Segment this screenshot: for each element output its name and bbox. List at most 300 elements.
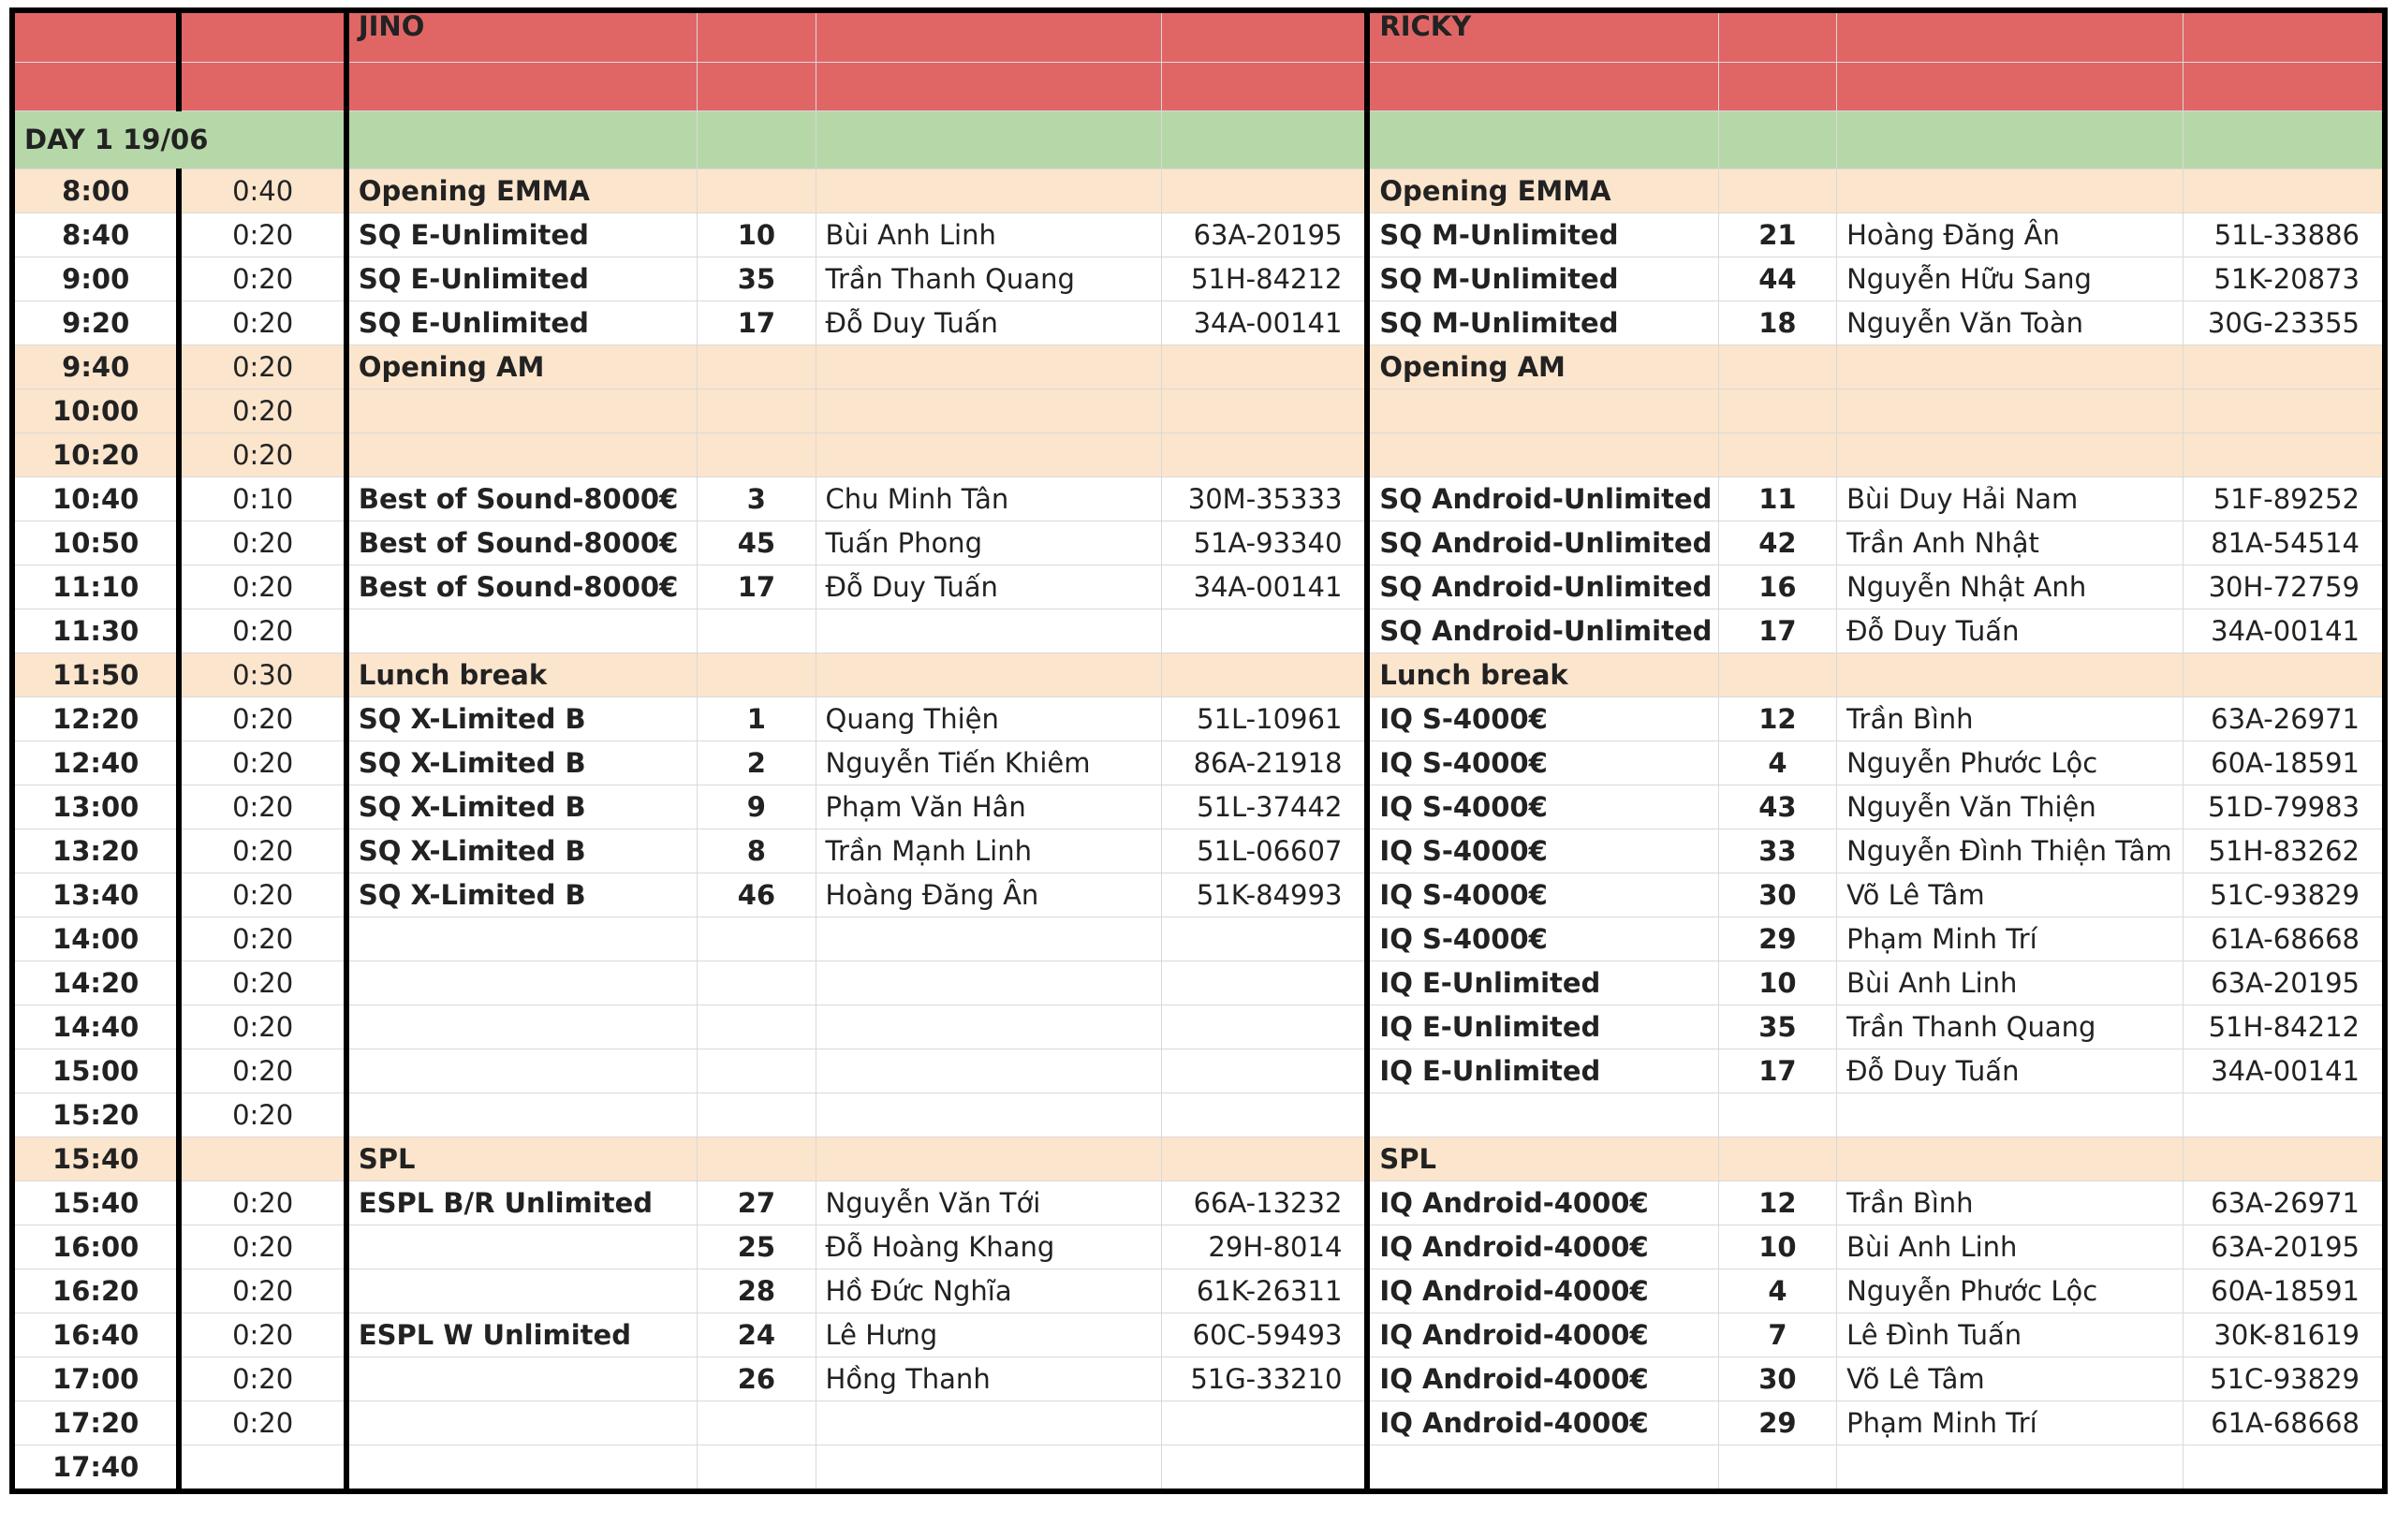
ricky-plate-cell[interactable] xyxy=(2183,433,2385,477)
jino-name-cell[interactable]: Hoàng Đăng Ân xyxy=(816,873,1162,917)
jino-name-cell[interactable] xyxy=(816,345,1162,389)
ricky-name-cell[interactable]: Nguyễn Hữu Sang xyxy=(1837,257,2184,301)
ricky-event-cell[interactable] xyxy=(1367,1445,1718,1492)
jino-event-cell[interactable]: SQ E-Unlimited xyxy=(346,213,698,257)
jino-plate-cell[interactable] xyxy=(1162,1093,1368,1137)
jino-plate-cell[interactable]: 63A-20195 xyxy=(1162,213,1368,257)
time-cell[interactable]: 16:40 xyxy=(12,1313,179,1357)
ricky-name-cell[interactable]: Nguyễn Phước Lộc xyxy=(1837,1269,2184,1313)
time-cell[interactable]: 14:40 xyxy=(12,1005,179,1049)
jino-plate-cell[interactable] xyxy=(1162,1005,1368,1049)
ricky-number-cell[interactable]: 7 xyxy=(1718,1313,1836,1357)
ricky-number-cell[interactable]: 30 xyxy=(1718,873,1836,917)
duration-cell[interactable]: 0:20 xyxy=(179,785,346,829)
ricky-name-cell[interactable]: Nguyễn Văn Thiện xyxy=(1837,785,2184,829)
jino-plate-cell[interactable]: 61K-26311 xyxy=(1162,1269,1368,1313)
duration-cell[interactable]: 0:20 xyxy=(179,1357,346,1401)
jino-name-cell[interactable] xyxy=(816,609,1162,653)
jino-event-cell[interactable]: Opening AM xyxy=(346,345,698,389)
ricky-plate-cell[interactable] xyxy=(2183,653,2385,697)
jino-name-cell[interactable]: Chu Minh Tân xyxy=(816,477,1162,521)
ricky-event-cell[interactable]: SPL xyxy=(1367,1137,1718,1181)
jino-event-cell[interactable] xyxy=(346,917,698,961)
ricky-plate-cell[interactable]: 63A-26971 xyxy=(2183,697,2385,741)
jino-name-cell[interactable] xyxy=(816,961,1162,1005)
header-cell[interactable] xyxy=(179,63,346,111)
jino-number-cell[interactable]: 27 xyxy=(698,1181,816,1225)
jino-name-cell[interactable]: Quang Thiện xyxy=(816,697,1162,741)
ricky-number-cell[interactable]: 18 xyxy=(1718,301,1836,345)
jino-number-cell[interactable] xyxy=(698,609,816,653)
ricky-plate-cell[interactable] xyxy=(2183,1093,2385,1137)
time-cell[interactable]: 9:00 xyxy=(12,257,179,301)
time-cell[interactable]: 14:20 xyxy=(12,961,179,1005)
jino-number-cell[interactable]: 17 xyxy=(698,301,816,345)
ricky-plate-cell[interactable]: 63A-20195 xyxy=(2183,1225,2385,1269)
ricky-event-cell[interactable] xyxy=(1367,389,1718,433)
ricky-event-cell[interactable]: IQ Android-4000€ xyxy=(1367,1181,1718,1225)
duration-cell[interactable]: 0:20 xyxy=(179,873,346,917)
ricky-number-cell[interactable]: 10 xyxy=(1718,961,1836,1005)
duration-cell[interactable]: 0:20 xyxy=(179,433,346,477)
ricky-event-cell[interactable]: SQ Android-Unlimited xyxy=(1367,521,1718,565)
jino-plate-cell[interactable]: 51K-84993 xyxy=(1162,873,1368,917)
ricky-name-cell[interactable] xyxy=(1837,1137,2184,1181)
header-cell[interactable] xyxy=(179,10,346,63)
ricky-plate-cell[interactable]: 30H-72759 xyxy=(2183,565,2385,609)
day-cell[interactable] xyxy=(816,111,1162,169)
ricky-event-cell[interactable]: IQ E-Unlimited xyxy=(1367,1005,1718,1049)
jino-number-cell[interactable]: 26 xyxy=(698,1357,816,1401)
duration-cell[interactable]: 0:20 xyxy=(179,521,346,565)
duration-cell[interactable]: 0:20 xyxy=(179,1269,346,1313)
ricky-number-cell[interactable] xyxy=(1718,433,1836,477)
jino-name-cell[interactable] xyxy=(816,1049,1162,1093)
ricky-event-cell[interactable]: SQ Android-Unlimited xyxy=(1367,477,1718,521)
ricky-number-cell[interactable]: 43 xyxy=(1718,785,1836,829)
duration-cell[interactable]: 0:40 xyxy=(179,169,346,213)
header-cell[interactable] xyxy=(816,63,1162,111)
jino-number-cell[interactable]: 9 xyxy=(698,785,816,829)
ricky-event-cell[interactable]: SQ M-Unlimited xyxy=(1367,301,1718,345)
jino-event-cell[interactable]: Opening EMMA xyxy=(346,169,698,213)
jino-event-cell[interactable] xyxy=(346,433,698,477)
ricky-plate-cell[interactable]: 30G-23355 xyxy=(2183,301,2385,345)
ricky-name-cell[interactable]: Nguyễn Văn Toàn xyxy=(1837,301,2184,345)
jino-event-cell[interactable] xyxy=(346,609,698,653)
ricky-plate-cell[interactable]: 60A-18591 xyxy=(2183,1269,2385,1313)
duration-cell[interactable]: 0:20 xyxy=(179,1049,346,1093)
day-cell[interactable] xyxy=(1837,111,2184,169)
jino-number-cell[interactable]: 46 xyxy=(698,873,816,917)
ricky-event-cell[interactable]: IQ Android-4000€ xyxy=(1367,1313,1718,1357)
ricky-event-cell[interactable]: SQ Android-Unlimited xyxy=(1367,565,1718,609)
time-cell[interactable]: 11:10 xyxy=(12,565,179,609)
header-cell[interactable] xyxy=(1837,63,2184,111)
ricky-event-cell[interactable]: Opening AM xyxy=(1367,345,1718,389)
time-cell[interactable]: 11:50 xyxy=(12,653,179,697)
ricky-name-cell[interactable]: Võ Lê Tâm xyxy=(1837,873,2184,917)
jino-event-cell[interactable]: SQ X-Limited B xyxy=(346,785,698,829)
time-cell[interactable]: 13:20 xyxy=(12,829,179,873)
jino-event-cell[interactable]: Best of Sound-8000€ xyxy=(346,565,698,609)
ricky-event-cell[interactable]: IQ S-4000€ xyxy=(1367,785,1718,829)
jino-number-cell[interactable] xyxy=(698,1005,816,1049)
duration-cell[interactable] xyxy=(179,1137,346,1181)
ricky-event-cell[interactable]: Lunch break xyxy=(1367,653,1718,697)
time-cell[interactable]: 8:00 xyxy=(12,169,179,213)
ricky-plate-cell[interactable]: 51D-79983 xyxy=(2183,785,2385,829)
ricky-number-cell[interactable]: 29 xyxy=(1718,1401,1836,1445)
ricky-name-cell[interactable]: Đỗ Duy Tuấn xyxy=(1837,1049,2184,1093)
jino-event-cell[interactable]: SQ X-Limited B xyxy=(346,829,698,873)
ricky-plate-cell[interactable] xyxy=(2183,389,2385,433)
jino-name-cell[interactable] xyxy=(816,1093,1162,1137)
jino-number-cell[interactable] xyxy=(698,389,816,433)
ricky-name-cell[interactable]: Bùi Duy Hải Nam xyxy=(1837,477,2184,521)
jino-plate-cell[interactable]: 30M-35333 xyxy=(1162,477,1368,521)
ricky-name-cell[interactable]: Bùi Anh Linh xyxy=(1837,961,2184,1005)
day-label[interactable]: DAY 1 19/06 xyxy=(12,111,346,169)
duration-cell[interactable]: 0:20 xyxy=(179,917,346,961)
ricky-number-cell[interactable]: 30 xyxy=(1718,1357,1836,1401)
jino-plate-cell[interactable] xyxy=(1162,961,1368,1005)
time-cell[interactable]: 15:40 xyxy=(12,1181,179,1225)
ricky-plate-cell[interactable] xyxy=(2183,345,2385,389)
jino-name-cell[interactable] xyxy=(816,917,1162,961)
ricky-event-cell[interactable]: IQ S-4000€ xyxy=(1367,697,1718,741)
ricky-plate-cell[interactable]: 34A-00141 xyxy=(2183,609,2385,653)
ricky-number-cell[interactable]: 44 xyxy=(1718,257,1836,301)
time-cell[interactable]: 15:40 xyxy=(12,1137,179,1181)
ricky-number-cell[interactable]: 42 xyxy=(1718,521,1836,565)
jino-number-cell[interactable]: 25 xyxy=(698,1225,816,1269)
ricky-number-cell[interactable] xyxy=(1718,345,1836,389)
time-cell[interactable]: 13:40 xyxy=(12,873,179,917)
jino-name-cell[interactable]: Phạm Văn Hân xyxy=(816,785,1162,829)
jino-name-cell[interactable]: Trần Mạnh Linh xyxy=(816,829,1162,873)
jino-name-cell[interactable]: Nguyễn Tiến Khiêm xyxy=(816,741,1162,785)
jino-name-cell[interactable] xyxy=(816,1005,1162,1049)
jino-event-cell[interactable]: Best of Sound-8000€ xyxy=(346,521,698,565)
header-cell[interactable] xyxy=(1162,10,1368,63)
ricky-name-cell[interactable]: Nguyễn Nhật Anh xyxy=(1837,565,2184,609)
header-cell[interactable] xyxy=(698,10,816,63)
ricky-plate-cell[interactable]: 30K-81619 xyxy=(2183,1313,2385,1357)
ricky-number-cell[interactable]: 17 xyxy=(1718,1049,1836,1093)
jino-number-cell[interactable] xyxy=(698,433,816,477)
time-cell[interactable]: 17:20 xyxy=(12,1401,179,1445)
jino-number-cell[interactable]: 45 xyxy=(698,521,816,565)
ricky-plate-cell[interactable]: 51C-93829 xyxy=(2183,1357,2385,1401)
ricky-event-cell[interactable]: SQ M-Unlimited xyxy=(1367,213,1718,257)
header-cell[interactable] xyxy=(346,63,698,111)
jino-event-cell[interactable]: SQ E-Unlimited xyxy=(346,301,698,345)
duration-cell[interactable]: 0:30 xyxy=(179,653,346,697)
ricky-event-cell[interactable]: IQ Android-4000€ xyxy=(1367,1357,1718,1401)
day-cell[interactable] xyxy=(1718,111,1836,169)
time-cell[interactable]: 8:40 xyxy=(12,213,179,257)
ricky-event-cell[interactable]: IQ E-Unlimited xyxy=(1367,961,1718,1005)
ricky-name-cell[interactable]: Võ Lê Tâm xyxy=(1837,1357,2184,1401)
jino-plate-cell[interactable] xyxy=(1162,1137,1368,1181)
duration-cell[interactable]: 0:20 xyxy=(179,741,346,785)
header-cell[interactable] xyxy=(698,63,816,111)
jino-plate-cell[interactable] xyxy=(1162,653,1368,697)
ricky-number-cell[interactable] xyxy=(1718,653,1836,697)
time-cell[interactable]: 10:40 xyxy=(12,477,179,521)
time-cell[interactable]: 12:20 xyxy=(12,697,179,741)
jino-name-cell[interactable] xyxy=(816,389,1162,433)
jino-event-cell[interactable]: SQ X-Limited B xyxy=(346,873,698,917)
ricky-name-cell[interactable]: Trần Bình xyxy=(1837,1181,2184,1225)
jino-number-cell[interactable] xyxy=(698,653,816,697)
ricky-number-cell[interactable]: 4 xyxy=(1718,741,1836,785)
duration-cell[interactable]: 0:20 xyxy=(179,565,346,609)
jino-name-cell[interactable]: Tuấn Phong xyxy=(816,521,1162,565)
jino-event-cell[interactable] xyxy=(346,1093,698,1137)
ricky-plate-cell[interactable]: 34A-00141 xyxy=(2183,1049,2385,1093)
jino-event-cell[interactable] xyxy=(346,1049,698,1093)
duration-cell[interactable]: 0:20 xyxy=(179,1225,346,1269)
ricky-event-cell[interactable]: IQ S-4000€ xyxy=(1367,873,1718,917)
ricky-name-cell[interactable]: Lê Đình Tuấn xyxy=(1837,1313,2184,1357)
duration-cell[interactable]: 0:10 xyxy=(179,477,346,521)
ricky-name-cell[interactable]: Trần Thanh Quang xyxy=(1837,1005,2184,1049)
jino-event-cell[interactable] xyxy=(346,1445,698,1492)
ricky-name-cell[interactable]: Trần Bình xyxy=(1837,697,2184,741)
ricky-number-cell[interactable]: 4 xyxy=(1718,1269,1836,1313)
jino-event-cell[interactable] xyxy=(346,1401,698,1445)
time-cell[interactable]: 9:20 xyxy=(12,301,179,345)
jino-plate-cell[interactable] xyxy=(1162,1401,1368,1445)
ricky-name-cell[interactable] xyxy=(1837,345,2184,389)
jino-number-cell[interactable] xyxy=(698,1445,816,1492)
ricky-plate-cell[interactable]: 61A-68668 xyxy=(2183,1401,2385,1445)
ricky-number-cell[interactable]: 29 xyxy=(1718,917,1836,961)
jino-name-cell[interactable]: Đỗ Duy Tuấn xyxy=(816,301,1162,345)
ricky-number-cell[interactable]: 11 xyxy=(1718,477,1836,521)
jino-event-cell[interactable]: Lunch break xyxy=(346,653,698,697)
jino-plate-cell[interactable]: 66A-13232 xyxy=(1162,1181,1368,1225)
jino-number-cell[interactable] xyxy=(698,169,816,213)
ricky-number-cell[interactable] xyxy=(1718,1137,1836,1181)
ricky-event-cell[interactable] xyxy=(1367,433,1718,477)
jino-event-cell[interactable] xyxy=(346,961,698,1005)
jino-event-cell[interactable] xyxy=(346,1357,698,1401)
duration-cell[interactable]: 0:20 xyxy=(179,609,346,653)
ricky-event-cell[interactable]: IQ Android-4000€ xyxy=(1367,1225,1718,1269)
jino-name-cell[interactable]: Đỗ Duy Tuấn xyxy=(816,565,1162,609)
time-cell[interactable]: 16:00 xyxy=(12,1225,179,1269)
time-cell[interactable]: 13:00 xyxy=(12,785,179,829)
ricky-plate-cell[interactable]: 51C-93829 xyxy=(2183,873,2385,917)
header-cell[interactable] xyxy=(1367,63,1718,111)
jino-name-cell[interactable]: Hồ Đức Nghĩa xyxy=(816,1269,1162,1313)
ricky-name-cell[interactable] xyxy=(1837,169,2184,213)
jino-number-cell[interactable]: 35 xyxy=(698,257,816,301)
ricky-event-cell[interactable]: Opening EMMA xyxy=(1367,169,1718,213)
ricky-number-cell[interactable] xyxy=(1718,1445,1836,1492)
time-cell[interactable]: 16:20 xyxy=(12,1269,179,1313)
duration-cell[interactable]: 0:20 xyxy=(179,345,346,389)
jino-event-cell[interactable]: SPL xyxy=(346,1137,698,1181)
jino-plate-cell[interactable]: 51G-33210 xyxy=(1162,1357,1368,1401)
jino-event-cell[interactable] xyxy=(346,1269,698,1313)
jino-event-cell[interactable]: Best of Sound-8000€ xyxy=(346,477,698,521)
jino-plate-cell[interactable] xyxy=(1162,1445,1368,1492)
ricky-plate-cell[interactable]: 51L-33886 xyxy=(2183,213,2385,257)
ricky-number-cell[interactable]: 12 xyxy=(1718,1181,1836,1225)
duration-cell[interactable]: 0:20 xyxy=(179,1401,346,1445)
header-cell[interactable] xyxy=(1162,63,1368,111)
ricky-event-cell[interactable] xyxy=(1367,1093,1718,1137)
jino-number-cell[interactable]: 8 xyxy=(698,829,816,873)
jino-number-cell[interactable]: 3 xyxy=(698,477,816,521)
ricky-number-cell[interactable]: 10 xyxy=(1718,1225,1836,1269)
time-cell[interactable]: 14:00 xyxy=(12,917,179,961)
ricky-plate-cell[interactable]: 63A-20195 xyxy=(2183,961,2385,1005)
time-cell[interactable]: 10:20 xyxy=(12,433,179,477)
ricky-plate-cell[interactable]: 51K-20873 xyxy=(2183,257,2385,301)
ricky-name-cell[interactable] xyxy=(1837,433,2184,477)
jino-plate-cell[interactable] xyxy=(1162,345,1368,389)
jino-name-cell[interactable] xyxy=(816,1137,1162,1181)
ricky-name-cell[interactable]: Đỗ Duy Tuấn xyxy=(1837,609,2184,653)
ricky-event-cell[interactable]: IQ S-4000€ xyxy=(1367,741,1718,785)
jino-event-cell[interactable]: ESPL W Unlimited xyxy=(346,1313,698,1357)
duration-cell[interactable]: 0:20 xyxy=(179,389,346,433)
jino-number-cell[interactable] xyxy=(698,1093,816,1137)
jino-event-cell[interactable]: SQ E-Unlimited xyxy=(346,257,698,301)
duration-cell[interactable] xyxy=(179,1445,346,1492)
jino-name-cell[interactable]: Hồng Thanh xyxy=(816,1357,1162,1401)
jino-plate-cell[interactable]: 51L-37442 xyxy=(1162,785,1368,829)
day-cell[interactable] xyxy=(1162,111,1368,169)
jino-number-cell[interactable]: 17 xyxy=(698,565,816,609)
ricky-name-cell[interactable]: Phạm Minh Trí xyxy=(1837,917,2184,961)
ricky-plate-cell[interactable]: 51H-84212 xyxy=(2183,1005,2385,1049)
ricky-event-cell[interactable]: IQ S-4000€ xyxy=(1367,829,1718,873)
duration-cell[interactable]: 0:20 xyxy=(179,961,346,1005)
ricky-name-cell[interactable]: Hoàng Đăng Ân xyxy=(1837,213,2184,257)
ricky-plate-cell[interactable] xyxy=(2183,1445,2385,1492)
jino-event-cell[interactable] xyxy=(346,1005,698,1049)
jino-number-cell[interactable]: 1 xyxy=(698,697,816,741)
jino-number-cell[interactable]: 28 xyxy=(698,1269,816,1313)
time-cell[interactable]: 10:00 xyxy=(12,389,179,433)
jino-event-cell[interactable]: SQ X-Limited B xyxy=(346,741,698,785)
jino-number-cell[interactable]: 24 xyxy=(698,1313,816,1357)
time-cell[interactable]: 17:00 xyxy=(12,1357,179,1401)
jino-plate-cell[interactable] xyxy=(1162,609,1368,653)
ricky-number-cell[interactable] xyxy=(1718,1093,1836,1137)
day-cell[interactable] xyxy=(346,111,698,169)
ricky-number-cell[interactable]: 33 xyxy=(1718,829,1836,873)
ricky-event-cell[interactable]: IQ Android-4000€ xyxy=(1367,1269,1718,1313)
ricky-name-cell[interactable]: Nguyễn Đình Thiện Tâm xyxy=(1837,829,2184,873)
jino-plate-cell[interactable]: 29H-8014 xyxy=(1162,1225,1368,1269)
ricky-name-cell[interactable] xyxy=(1837,653,2184,697)
duration-cell[interactable]: 0:20 xyxy=(179,697,346,741)
ricky-event-cell[interactable]: IQ S-4000€ xyxy=(1367,917,1718,961)
day-cell[interactable] xyxy=(698,111,816,169)
jino-name-cell[interactable] xyxy=(816,1401,1162,1445)
duration-cell[interactable]: 0:20 xyxy=(179,257,346,301)
day-cell[interactable] xyxy=(2183,111,2385,169)
duration-cell[interactable]: 0:20 xyxy=(179,1005,346,1049)
jino-name-cell[interactable] xyxy=(816,653,1162,697)
ricky-name-cell[interactable] xyxy=(1837,389,2184,433)
judge-header-jino[interactable]: JINO xyxy=(346,10,698,63)
ricky-number-cell[interactable]: 35 xyxy=(1718,1005,1836,1049)
duration-cell[interactable]: 0:20 xyxy=(179,829,346,873)
ricky-name-cell[interactable]: Bùi Anh Linh xyxy=(1837,1225,2184,1269)
time-cell[interactable]: 11:30 xyxy=(12,609,179,653)
ricky-plate-cell[interactable]: 81A-54514 xyxy=(2183,521,2385,565)
ricky-number-cell[interactable] xyxy=(1718,389,1836,433)
jino-name-cell[interactable] xyxy=(816,169,1162,213)
duration-cell[interactable]: 0:20 xyxy=(179,1313,346,1357)
header-cell[interactable] xyxy=(12,63,179,111)
ricky-name-cell[interactable] xyxy=(1837,1093,2184,1137)
jino-plate-cell[interactable]: 51A-93340 xyxy=(1162,521,1368,565)
day-cell[interactable] xyxy=(1367,111,1718,169)
duration-cell[interactable]: 0:20 xyxy=(179,301,346,345)
header-cell[interactable] xyxy=(1718,63,1836,111)
jino-event-cell[interactable] xyxy=(346,1225,698,1269)
jino-plate-cell[interactable]: 51L-06607 xyxy=(1162,829,1368,873)
jino-plate-cell[interactable] xyxy=(1162,169,1368,213)
time-cell[interactable]: 10:50 xyxy=(12,521,179,565)
ricky-event-cell[interactable]: IQ E-Unlimited xyxy=(1367,1049,1718,1093)
jino-name-cell[interactable]: Lê Hưng xyxy=(816,1313,1162,1357)
ricky-plate-cell[interactable] xyxy=(2183,1137,2385,1181)
ricky-name-cell[interactable] xyxy=(1837,1445,2184,1492)
jino-plate-cell[interactable] xyxy=(1162,1049,1368,1093)
jino-name-cell[interactable] xyxy=(816,1445,1162,1492)
jino-number-cell[interactable]: 2 xyxy=(698,741,816,785)
jino-number-cell[interactable] xyxy=(698,961,816,1005)
judge-header-ricky[interactable]: RICKY xyxy=(1367,10,1718,63)
jino-name-cell[interactable]: Đỗ Hoàng Khang xyxy=(816,1225,1162,1269)
ricky-event-cell[interactable]: SQ Android-Unlimited xyxy=(1367,609,1718,653)
ricky-plate-cell[interactable]: 51F-89252 xyxy=(2183,477,2385,521)
ricky-number-cell[interactable]: 21 xyxy=(1718,213,1836,257)
jino-plate-cell[interactable]: 60C-59493 xyxy=(1162,1313,1368,1357)
time-cell[interactable]: 9:40 xyxy=(12,345,179,389)
duration-cell[interactable]: 0:20 xyxy=(179,1181,346,1225)
ricky-plate-cell[interactable]: 61A-68668 xyxy=(2183,917,2385,961)
jino-plate-cell[interactable]: 51H-84212 xyxy=(1162,257,1368,301)
jino-event-cell[interactable]: ESPL B/R Unlimited xyxy=(346,1181,698,1225)
time-cell[interactable]: 12:40 xyxy=(12,741,179,785)
jino-number-cell[interactable] xyxy=(698,1401,816,1445)
ricky-name-cell[interactable]: Phạm Minh Trí xyxy=(1837,1401,2184,1445)
ricky-number-cell[interactable]: 17 xyxy=(1718,609,1836,653)
header-cell[interactable] xyxy=(2183,10,2385,63)
time-cell[interactable]: 17:40 xyxy=(12,1445,179,1492)
jino-plate-cell[interactable]: 86A-21918 xyxy=(1162,741,1368,785)
ricky-plate-cell[interactable]: 60A-18591 xyxy=(2183,741,2385,785)
jino-plate-cell[interactable]: 34A-00141 xyxy=(1162,565,1368,609)
jino-name-cell[interactable]: Nguyễn Văn Tới xyxy=(816,1181,1162,1225)
jino-plate-cell[interactable] xyxy=(1162,389,1368,433)
duration-cell[interactable]: 0:20 xyxy=(179,213,346,257)
jino-plate-cell[interactable] xyxy=(1162,433,1368,477)
ricky-name-cell[interactable]: Trần Anh Nhật xyxy=(1837,521,2184,565)
header-cell[interactable] xyxy=(816,10,1162,63)
